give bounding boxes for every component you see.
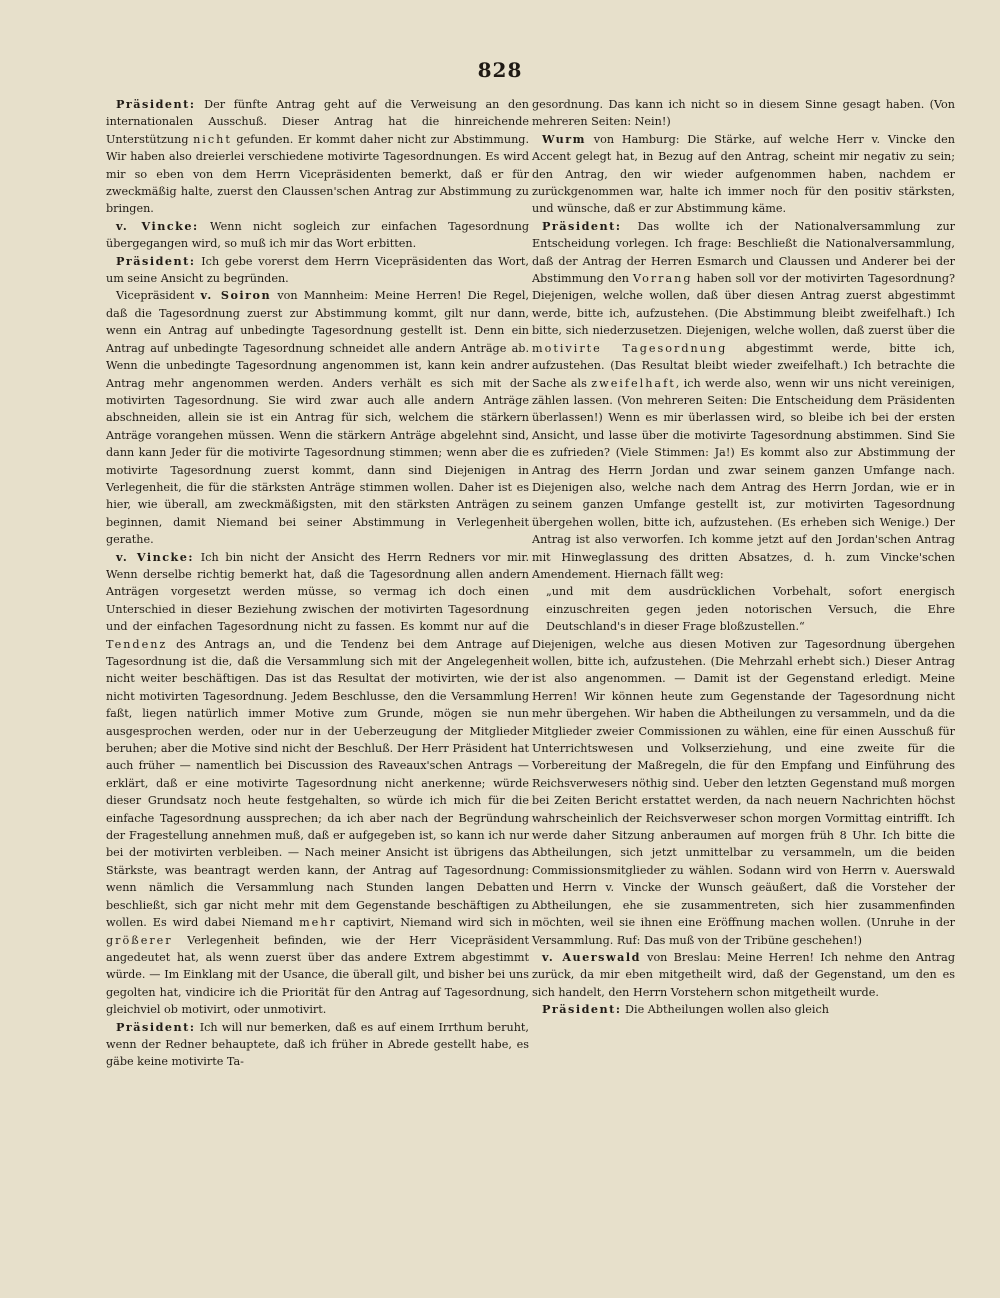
spaced-text: größerer xyxy=(106,933,173,947)
paragraph-text: Diejenigen, welche aus diesen Motiven zur Tagesordnung übergehen wollen, bitte ich, aufzustehen. (Die Mehrzahl erhebt sich.) Dieser Antrag ist also angenommen. — Damit ist der Gegenstand erledigt. Meine Herren! Wir können heute zum Gegenstande der Tagesordnung nicht mehr übergehen. Wir haben die Abtheilungen zu versammeln, und da die Mitglieder zweier Commissionen zu wählen, eine für einen Ausschuß für Unterrichtswesen und Volkserziehung, und eine zweite für die Vorbereitung der Maßregeln, die für den Empfang und Einführung des Reichsverwesers nöthig sind. Ueber den letzten Gegenstand muß morgen bei Zeiten Bericht erstattet werden, da nach neuern Nachrichten höchst wahrscheinlich der Reichsverweser schon morgen Vormittag eintrifft. Ich werde daher Sitzung anberaumen auf morgen früh 8 Uhr. Ich bitte die Abtheilungen, sich jetzt unmittelbar zu versammeln, um die beiden Commissionsmitglieder zu wählen. Sodann wird von Herrn v. Auerswald und Herrn v. Vincke der Wunsch geäußert, daß die Vorsteher der Abtheilungen, ehe sie zusammentreten, sich hier zusammenfinden möchten, weil sie ihnen eine Eröffnung machen wollen. (Unruhe in der Versammlung. Ruf: Das muß von der Tribüne geschehen!) xyxy=(532,637,955,947)
speaker-name: Präsident: xyxy=(116,253,196,268)
paragraph xyxy=(532,218,955,584)
speaker-title: Vicepräsident xyxy=(116,289,201,303)
spaced-text: Vorrang xyxy=(633,272,693,286)
speaker-name: v. Vincke: xyxy=(116,549,195,564)
paragraph xyxy=(532,1001,955,1018)
paragraph-text: gesordnung. Das kann ich nicht so in diesem Sinne gesagt haben. (Von mehreren Seiten: Nein!) xyxy=(532,98,955,129)
paragraph-text: von Mannheim: Meine Herren! Die Regel, daß die Tagesordnung zuerst zur Abstimmung kommt, gilt nur dann, wenn ein Antrag auf unbedingte Tagesordnung gestellt ist. Denn ein Antrag auf unbedingte Tagesordnung schneidet alle andern Anträge ab. Wenn die unbedingte Tagesordnung angenommen ist, kann kein andrer Antrag mehr angenommen werden. Anders verhält es sich mit der motivirten Tagesordnung. Sie wird zwar auch alle andern Anträge abschneiden, allein sie ist ein Antrag für sich, welchem die stärkern Anträge vorangehen müssen. Wenn die stärkern Anträge abgelehnt sind, dann kann Jeder für die motivirte Tagesordnung stimmen; wenn aber die motivirte Tagesordnung zuerst kommt, dann sind Diejenigen in Verlegenheit, die für die stärksten Anträge stimmen wollen. Daher ist es hier, wie überall, am zweckmäßigsten, mit den stärksten Anträgen zu beginnen, damit Niemand bei seiner Abstimmung in Verlegenheit gerathe. xyxy=(106,289,530,547)
paragraph xyxy=(106,287,529,548)
paragraph-text: Der fünfte Antrag geht auf die Verweisung an den internationalen Ausschuß. Dieser Antrag hat die hinreichende Unterstützung xyxy=(106,98,529,146)
spaced-text: mehr xyxy=(299,916,337,930)
paragraph-text: Wenn nicht sogleich zur einfachen Tagesordnung übergegangen wird, so muß ich mir das Wort erbitten. xyxy=(106,219,529,251)
quotation: „und mit dem ausdrücklichen Vorbehalt, sofort energisch einzuschreiten gegen jeden notorischen Versuch, die Ehre Deutschland's in dieser Frage bloßzustellen.“ xyxy=(546,585,955,634)
paragraph-text: abgestimmt werde, bitte ich, aufzustehen. (Das Resultat bleibt wieder zweifelhaft.) Ich betrachte die Sache als xyxy=(532,341,955,390)
speaker-name: Präsident: xyxy=(116,97,196,111)
paragraph-continuation xyxy=(532,96,955,131)
speaker-name: Präsident: xyxy=(116,1019,196,1034)
speaker-name: Wurm xyxy=(542,131,586,146)
page-number: 828 xyxy=(477,58,523,82)
right-column xyxy=(532,96,955,1019)
spaced-text: motivirte Tagesordnung xyxy=(532,341,728,355)
paragraph-text: gefunden. Er kommt daher nicht zur Abstimmung. Wir haben also dreierlei verschiedene motivirte Tagesordnungen. Es wird mir so eben von dem Herrn Vicepräsidenten bemerkt, daß er für zweckmäßig halte, zuerst den Claussen'schen Antrag zur Abstimmung zu bringen. xyxy=(106,132,529,216)
paragraph xyxy=(532,131,955,218)
paragraph xyxy=(106,96,529,218)
speaker-name: v. Vincke: xyxy=(116,218,199,233)
speaker-name: Präsident: xyxy=(542,1002,622,1017)
paragraph-continuation xyxy=(532,636,955,949)
paragraph-text: Verlegenheit befinden, wie der Herr Vicepräsident angedeutet hat, als wenn zuerst über das andere Extrem abgestimmt würde. — Im Einklang mit der Usance, die überall gilt, und bisher bei uns gegolten hat, vindicire ich die Priorität für den Antrag auf Tagesordnung, gleichviel ob motivirt, oder unmotivirt. xyxy=(106,933,529,1017)
spaced-text: zweifelhaft xyxy=(591,376,676,390)
paragraph-text: Das wollte ich der Nationalversammlung zur Entscheidung vorlegen. Ich frage: Beschließt die Nationalversammlung, daß der Antrag der Herren Esmarch und Claussen und Anderer bei der Abstimmung den xyxy=(532,219,955,286)
paragraph-text: Ich gebe vorerst dem Herrn Vicepräsidenten das Wort, um seine Ansicht zu begründen. xyxy=(106,254,529,286)
paragraph-text: des Antrags an, und die Tendenz bei dem Antrage auf Tagesordnung ist die, daß die Versammlung sich mit der Angelegenheit nicht weiter beschäftigen. Das ist das Resultat der motivirten, wie der nicht motivirten Tagesordnung. Jedem Beschlusse, den die Versammlung faßt, liegen natürlich immer Motive zum Grunde, mögen sie nun ausgesprochen werden, oder nur in der Ueberzeugung der Mitglieder beruhen; aber die Motive sind nicht der Beschluß. Der Herr Präsident hat auch früher — namentlich bei Discussion des Raveaux'schen Antrags — erklärt, daß er eine motivirte Tagesordnung nicht anerkenne; würde dieser Grundsatz noch heute festgehalten, so würde ich mich für die einfache Tagesordnung aussprechen; da ich aber nach der Begründung der Fragestellung annehmen muß, daß er aufgegeben ist, so kann ich nur bei der motivirten verbleiben. — Nach meiner Ansicht ist übrigens das Stärkste, was beantragt werden kann, der Antrag auf Tagesordnung: wenn nämlich die Versammlung nach Stunden langen Debatten beschließt, sich gar nicht mehr mit dem Gegenstande beschäftigen zu wollen. Es wird dabei Niemand xyxy=(106,637,529,930)
paragraph-text: , ich werde also, wenn wir uns nicht vereinigen, zählen lassen. (Von mehreren Seiten: Die Entscheidung dem Präsidenten überlassen!) Wenn es mir überlassen wird, so bleibe ich bei der ersten Ansicht, und lasse über die motivirte Tagesordnung abstimmen. Sind Sie es zufrieden? (Viele Stimmen: Ja!) Es kommt also zur Abstimmung der Antrag des Herrn Jordan und zwar seinem ganzen Umfange nach. Diejenigen also, welche nach dem Antrag des Herrn Jordan, wie er in seinem ganzen Umfange gestellt ist, zur motivirten Tagesordnung übergehen wollen, bitte ich, aufzustehen. (Es erheben sich Wenige.) Der Antrag ist also verworfen. Ich komme jetzt auf den Jordan'schen Antrag mit Hinweglassung des dritten Absatzes, d. h. zum Vincke'schen Amendement. Hiernach fällt weg: xyxy=(532,376,955,581)
paragraph-text: Ich will nur bemerken, daß es auf einem Irrthum beruht, wenn der Redner behauptete, daß ich früher in Abrede gestellt habe, es gäbe keine motivirte Ta- xyxy=(106,1020,529,1069)
spaced-text: Tendenz xyxy=(106,637,168,651)
paragraph-text: Ich bin nicht der Ansicht des Herrn Redners vor mir. Wenn derselbe richtig bemerkt hat, daß die Tagesordnung allen andern Anträgen vorgesetzt werden müsse, so vermag ich doch einen Unterschied in dieser Beziehung zwischen der motivirten Tagesordnung und der einfachen Tagesordnung nicht zu fassen. Es kommt nur auf die xyxy=(106,550,529,634)
left-column xyxy=(106,96,529,1071)
paragraph-text: captivirt, Niemand wird sich in xyxy=(336,916,530,930)
speaker-name: Präsident: xyxy=(542,218,622,233)
speaker-name: v. Soiron xyxy=(200,288,272,303)
paragraph xyxy=(532,949,955,1001)
paragraph-text: von Breslau: Meine Herren! Ich nehme den Antrag zurück, da mir eben mitgetheilt wird, daß der Gegenstand, um den es sich handelt, den Herrn Vorstehern schon mitgetheilt wurde. xyxy=(532,950,955,999)
paragraph xyxy=(106,549,529,1019)
paragraph xyxy=(106,1019,529,1071)
paragraph-text: von Hamburg: Die Stärke, auf welche Herr v. Vincke den Accent gelegt hat, in Bezug auf den Antrag, scheint mir negativ zu sein; den Antrag, den wir wieder aufgenommen haben, nachdem er zurückgenommen war, halte ich immer noch für den positiv stärksten, und wünsche, daß er zur Abstimmung käme. xyxy=(532,132,955,216)
speaker-name: v. Auerswald xyxy=(542,949,641,964)
paragraph xyxy=(106,218,529,253)
paragraph xyxy=(106,253,529,288)
paragraph-text: haben soll vor der motivirten Tagesordnung? Diejenigen, welche wollen, daß über diesen Antrag zuerst abgestimmt werde, bitte ich, aufzustehen. (Die Abstimmung bleibt zweifelhaft.) Ich bitte, sich niederzusetzen. Diejenigen, welche wollen, daß zuerst über die xyxy=(532,272,955,338)
paragraph-text: Die Abtheilungen wollen also gleich xyxy=(621,1003,829,1017)
spaced-text: nicht xyxy=(193,132,232,146)
